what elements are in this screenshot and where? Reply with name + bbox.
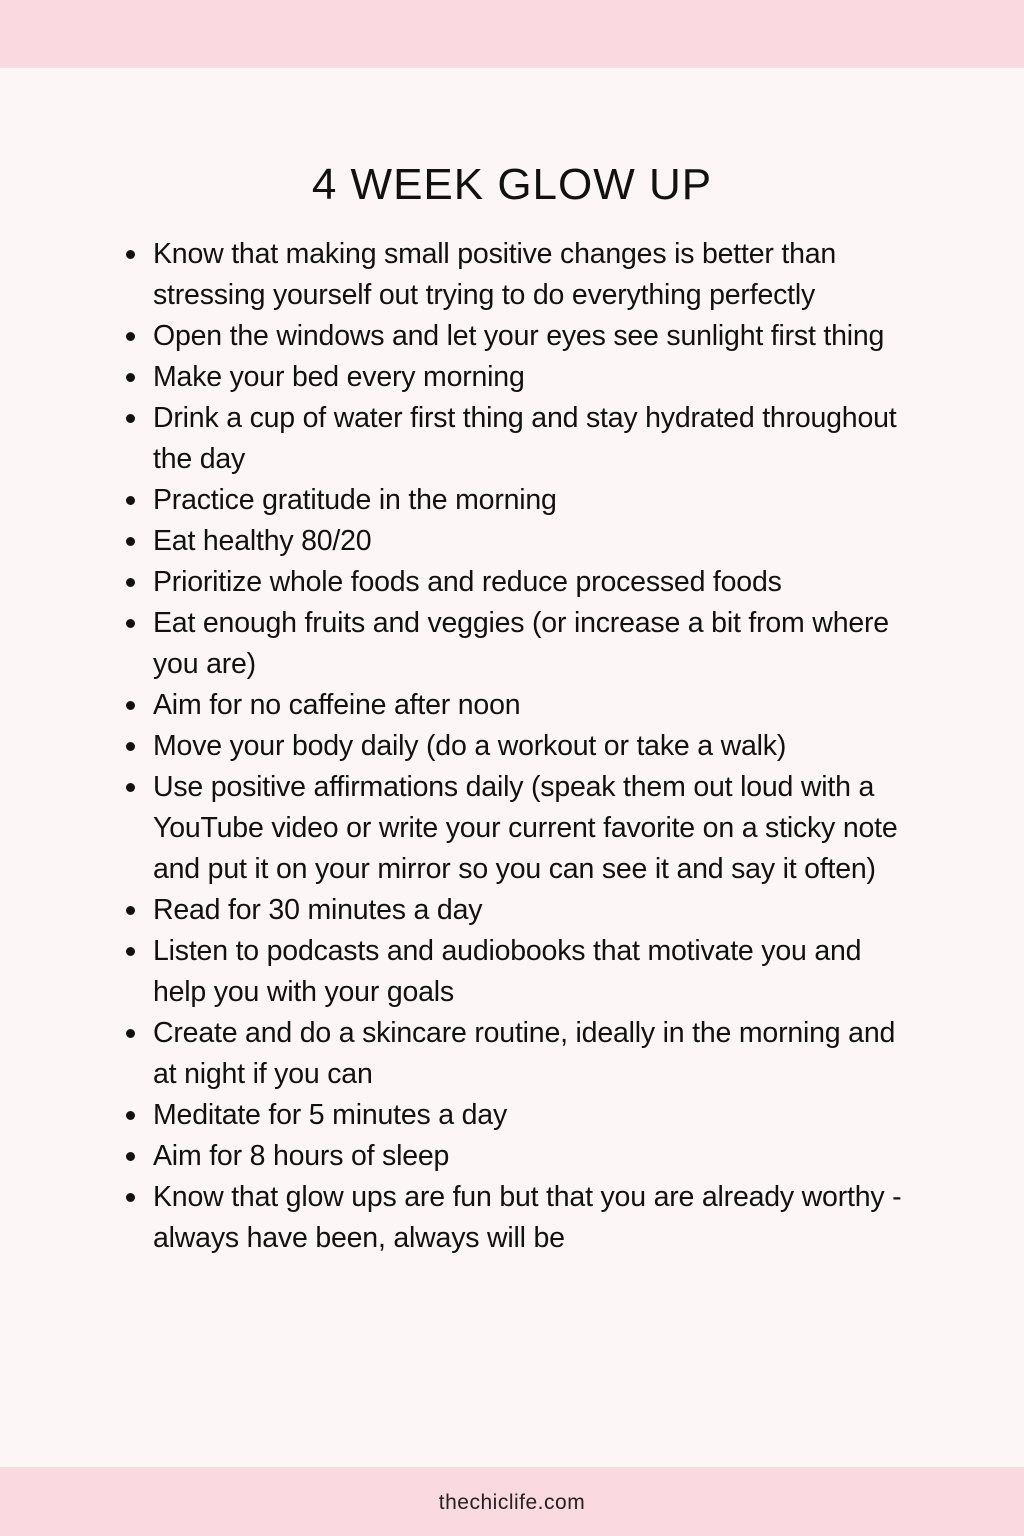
list-item xyxy=(126,1095,916,1136)
bullet-icon xyxy=(126,1029,135,1038)
bullet-icon xyxy=(126,414,135,423)
list-item-text: Meditate for 5 minutes a day xyxy=(153,1099,508,1131)
bullet-icon xyxy=(126,1152,135,1161)
list-item-text: Listen to podcasts and audiobooks that motivate you and help you with your goals xyxy=(153,935,862,1008)
bullet-icon xyxy=(126,496,135,505)
list-item xyxy=(126,931,916,1013)
list-item-text: Prioritize whole foods and reduce processed foods xyxy=(153,566,782,598)
bullet-icon xyxy=(126,783,135,792)
bullet-icon xyxy=(126,619,135,628)
bullet-icon xyxy=(126,1111,135,1120)
bullet-icon xyxy=(126,537,135,546)
bullet-icon xyxy=(126,578,135,587)
list-item xyxy=(126,316,916,357)
list-item xyxy=(126,890,916,931)
footer-band xyxy=(0,1467,1024,1536)
list-item-text: Aim for no caffeine after noon xyxy=(153,689,521,721)
list-item-text: Make your bed every morning xyxy=(153,361,525,393)
list-item-text: Aim for 8 hours of sleep xyxy=(153,1140,450,1172)
bullet-icon xyxy=(126,250,135,259)
list-item xyxy=(126,357,916,398)
list-item-text: Drink a cup of water first thing and stay hydrated throughout the day xyxy=(153,402,897,475)
list-item-text: Know that glow ups are fun but that you are already worthy - always have been, always will be xyxy=(153,1181,902,1254)
list-item xyxy=(126,480,916,521)
list-item xyxy=(126,767,916,890)
bullet-icon xyxy=(126,701,135,710)
list-item xyxy=(126,398,916,480)
list-item-text: Know that making small positive changes is better than stressing yourself out trying to do everything perfectly xyxy=(153,238,837,311)
list-item xyxy=(126,603,916,685)
list-item xyxy=(126,562,916,603)
bullet-icon xyxy=(126,332,135,341)
header-band xyxy=(0,0,1024,68)
list-item-text: Read for 30 minutes a day xyxy=(153,894,483,926)
list-item-text: Eat enough fruits and veggies (or increase a bit from where you are) xyxy=(153,607,889,680)
list-item-text: Practice gratitude in the morning xyxy=(153,484,557,516)
list-item xyxy=(126,685,916,726)
bullet-icon xyxy=(126,373,135,382)
list-item xyxy=(126,1177,916,1259)
list-item xyxy=(126,521,916,562)
page-title: 4 WEEK GLOW UP xyxy=(311,160,713,209)
list-item-text: Open the windows and let your eyes see sunlight first thing xyxy=(153,320,885,352)
bullet-icon xyxy=(126,1193,135,1202)
list-item-text: Move your body daily (do a workout or take a walk) xyxy=(153,730,787,762)
list-item-text: Use positive affirmations daily (speak them out loud with a YouTube video or write your current favorite on a sticky note and put it on your mirror so you can see it and say it often) xyxy=(153,771,898,885)
list-item xyxy=(126,1013,916,1095)
bullet-icon xyxy=(126,906,135,915)
list-item xyxy=(126,726,916,767)
list-item xyxy=(126,1136,916,1177)
list-item-text: Create and do a skincare routine, ideally in the morning and at night if you can xyxy=(153,1017,896,1090)
bullet-icon xyxy=(126,947,135,956)
list-item-text: Eat healthy 80/20 xyxy=(153,525,372,557)
checklist xyxy=(126,234,916,1259)
footer-website: thechiclife.com xyxy=(438,1490,586,1514)
bullet-icon xyxy=(126,742,135,751)
list-item xyxy=(126,234,916,316)
